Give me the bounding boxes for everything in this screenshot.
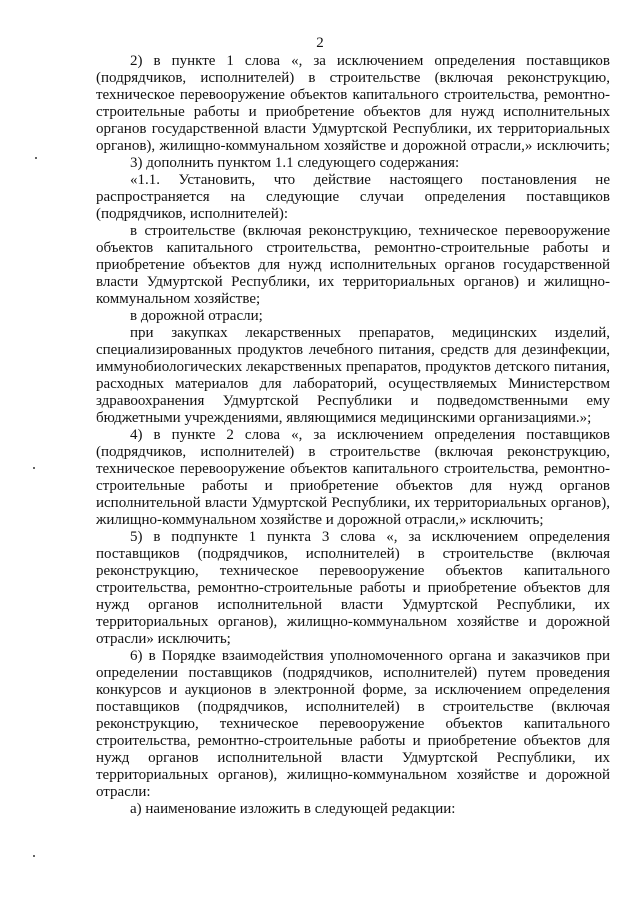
- text-line: (подрядчиков, исполнителей) в строительстве (включая реконструкцию,: [96, 444, 610, 460]
- text-line: 6) в Порядке взаимодействия уполномоченного органа и заказчиков при: [130, 648, 610, 664]
- text-line: строительства, ремонтно-строительные работы и приобретение объектов для: [96, 580, 610, 596]
- text-line: определении поставщиков (подрядчиков, исполнителей) путем проведения: [96, 665, 610, 681]
- text-line: распространяется на следующие случаи определения поставщиков: [96, 189, 610, 205]
- text-line: строительные работы и приобретение объектов для нужд исполнительных: [96, 104, 610, 120]
- text-line: 2) в пункте 1 слова «, за исключением определения поставщиков: [130, 53, 610, 69]
- text-line: реконструкцию, техническое перевооружение объектов капитального: [96, 716, 610, 732]
- text-line: (подрядчиков, исполнителей) в строительстве (включая реконструкцию,: [96, 70, 610, 86]
- text-line: нужд органов исполнительной власти Удмуртской Республики, их: [96, 750, 610, 766]
- text-line: территориальных органов), жилищно-коммунальном хозяйстве и дорожной: [96, 614, 610, 630]
- scan-speck: [33, 467, 35, 469]
- text-line: исполнительной власти Удмуртской Республики, их территориальных органов),: [96, 495, 610, 511]
- text-line: 3) дополнить пунктом 1.1 следующего содержания:: [130, 155, 460, 171]
- text-line: нужд органов исполнительной власти Удмуртской Республики, их: [96, 597, 610, 613]
- text-line: а) наименование изложить в следующей редакции:: [130, 801, 456, 817]
- text-line: конкурсов и аукционов в электронной форме, за исключением определения: [96, 682, 610, 698]
- scan-speck: [35, 157, 37, 159]
- text-line: «1.1. Установить, что действие настоящего постановления не: [130, 172, 610, 188]
- text-line: расходных материалов для лабораторий, осуществляемых Министерством: [96, 376, 610, 392]
- text-line: жилищно-коммунальном хозяйстве и дорожной отрасли,» исключить;: [96, 512, 544, 528]
- text-line: иммунобиологических лекарственных препаратов, продуктов детского питания,: [96, 359, 610, 375]
- text-line: строительные работы и приобретение объектов для нужд органов: [96, 478, 610, 494]
- text-line: бюджетными учреждениями, являющимися медицинскими организациями.»;: [96, 410, 592, 426]
- scan-speck: [33, 855, 35, 857]
- text-line: отрасли» исключить;: [96, 631, 231, 647]
- text-line: приобретение объектов для нужд исполнительных органов государственной: [96, 257, 610, 273]
- text-line: здравоохранения Удмуртской Республики и подведомственными ему: [96, 393, 610, 409]
- text-line: объектов капитального строительства, ремонтно-строительные работы и: [96, 240, 610, 256]
- text-line: органов), жилищно-коммунальном хозяйстве и дорожной отрасли,» исключить;: [96, 138, 610, 154]
- text-line: отрасли:: [96, 784, 151, 800]
- text-line: (подрядчиков, исполнителей):: [96, 206, 289, 222]
- text-line: поставщиков (подрядчиков, исполнителей) в строительстве (включая: [96, 699, 610, 715]
- page-number: 2: [316, 35, 324, 51]
- text-line: 5) в подпункте 1 пункта 3 слова «, за исключением определения: [130, 529, 610, 545]
- text-line: специализированных продуктов лечебного питания, средств для дезинфекции,: [96, 342, 610, 358]
- text-line: территориальных органов), жилищно-коммунальном хозяйстве и дорожной: [96, 767, 610, 783]
- text-line: поставщиков (подрядчиков, исполнителей) в строительстве (включая: [96, 546, 610, 562]
- text-line: техническое перевооружение объектов капитального строительства, ремонтно-: [96, 461, 610, 477]
- text-line: реконструкцию, техническое перевооружение объектов капитального: [96, 563, 610, 579]
- text-line: коммунальном хозяйстве;: [96, 291, 261, 307]
- text-line: власти Удмуртской Республики, их территориальных органов) и жилищно-: [96, 274, 610, 290]
- text-line: в строительстве (включая реконструкцию, техническое перевооружение: [130, 223, 610, 239]
- text-line: в дорожной отрасли;: [130, 308, 263, 324]
- text-line: 4) в пункте 2 слова «, за исключением определения поставщиков: [130, 427, 610, 443]
- text-line: техническое перевооружение объектов капитального строительства, ремонтно-: [96, 87, 610, 103]
- text-line: органов государственной власти Удмуртской Республики, их территориальных: [96, 121, 610, 137]
- text-line: при закупках лекарственных препаратов, медицинских изделий,: [130, 325, 610, 341]
- text-line: строительства, ремонтно-строительные работы и приобретение объектов для: [96, 733, 610, 749]
